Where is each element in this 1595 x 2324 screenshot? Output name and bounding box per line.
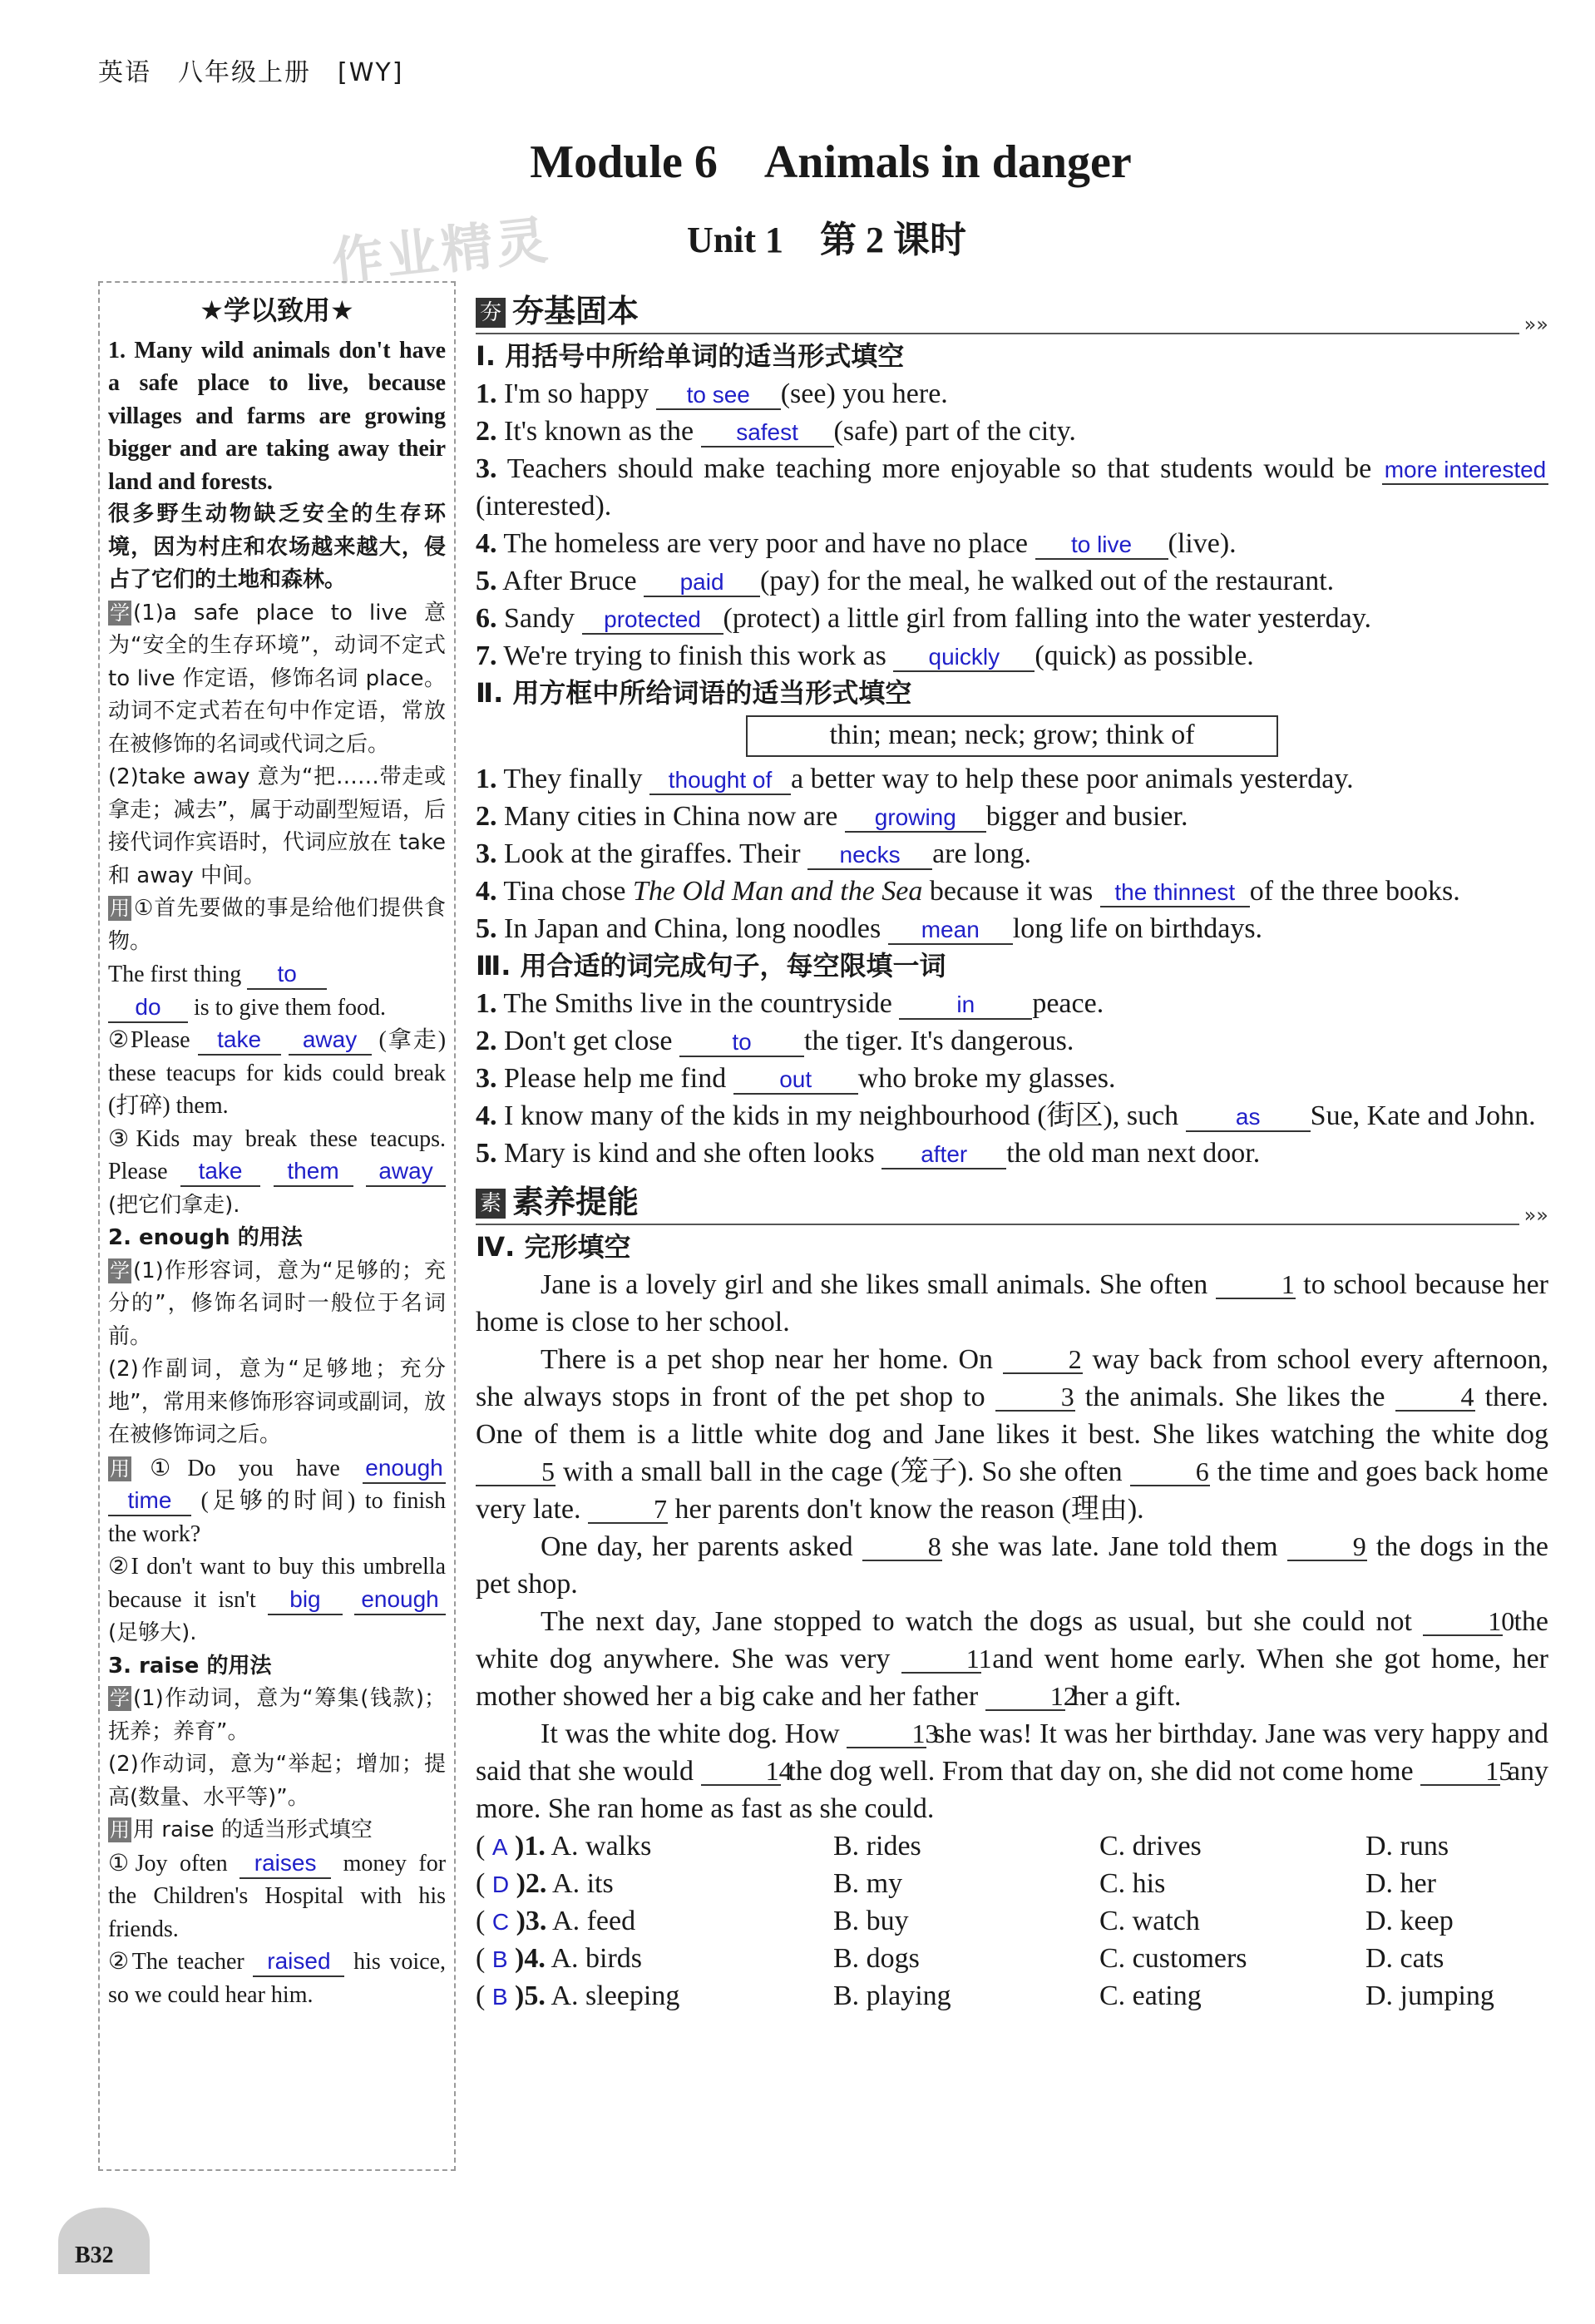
option-question: ( A )1. A. walks — [476, 1831, 652, 1862]
answer-blank — [701, 418, 834, 447]
use-tag: 用 — [110, 1456, 130, 1481]
option-b: B. rides — [833, 1831, 921, 1862]
item-text: The Smiths live in the countryside — [503, 988, 892, 1019]
cloze-text: the animals. She likes the — [1084, 1382, 1385, 1412]
item-text: a better way to help these poor animals yesterday. — [791, 764, 1354, 794]
answer-blank — [582, 606, 723, 635]
item-text: (pay) for the meal, he walked out of the restaurant. — [760, 566, 1335, 596]
exercise-item — [476, 835, 1548, 873]
part-2-heading: Ⅱ. 用方框中所给词语的适当形式填空 — [476, 677, 912, 709]
item-text: Please help me find — [504, 1063, 727, 1094]
item-number: 5. — [476, 913, 497, 944]
item-number: 4. — [476, 876, 497, 907]
watermark: 作业精灵 — [328, 209, 554, 293]
item-number: 3. — [476, 1063, 497, 1094]
answer-text: protected — [604, 606, 701, 632]
option-d: D. cats — [1365, 1943, 1444, 1974]
book-title: The Old Man and the Sea — [632, 876, 923, 907]
section-improve — [476, 1172, 1548, 1225]
answer-blank — [1382, 456, 1548, 485]
cloze-text: The next day, Jane stopped to watch the dogs as usual, but she could not — [541, 1606, 1412, 1637]
answer-blank — [888, 916, 1013, 945]
item-text: (see) you here. — [780, 378, 948, 409]
answer-text: after — [921, 1141, 968, 1167]
answer-blank — [1035, 531, 1168, 560]
cloze-blank: 7 — [588, 1496, 668, 1524]
cloze-text: the time and goes back home very late. — [476, 1456, 1549, 1525]
item-number: 1. — [476, 764, 497, 794]
item-text: bigger and busier. — [985, 801, 1188, 832]
cloze-paragraph — [476, 1341, 1548, 1528]
answer-blank — [1100, 878, 1250, 907]
learn-tag: 学 — [110, 1258, 130, 1283]
cloze-blank: 13 — [847, 1720, 926, 1748]
answer-blank — [1186, 1103, 1311, 1132]
exercise-item — [476, 375, 1548, 413]
option-row — [476, 1940, 1548, 1977]
answer-text: quickly — [928, 644, 1000, 670]
option-question: ( B )4. A. birds — [476, 1943, 643, 1974]
use-tag: 用 — [110, 897, 130, 920]
item-text: (protect) a little girl from falling into the water yesterday. — [723, 603, 1372, 634]
answer-text: thought of — [668, 767, 773, 793]
answer-blank: raised — [253, 1948, 344, 1977]
answer-blank — [733, 1066, 858, 1095]
answer-text: growing — [874, 804, 956, 830]
answer-blank: to — [247, 961, 327, 990]
use-exercise: The first thing to do is to give them food. — [108, 958, 446, 1024]
item-text: (interested). — [476, 491, 612, 522]
exercise-item — [476, 637, 1548, 675]
learn-note: 学 (1)作形容词，意为“足够的；充分的”，修饰名词时一般位于名词前。 — [108, 1258, 446, 1349]
item-number: )1. — [515, 1831, 546, 1862]
item-text: the tiger. It's dangerous. — [804, 1026, 1074, 1056]
cloze-text: One day, her parents asked — [541, 1531, 853, 1562]
item-number: 7. — [476, 640, 497, 671]
exercise-item — [476, 798, 1548, 835]
item-number: 3. — [476, 453, 497, 484]
answer-text: mean — [921, 917, 980, 942]
cloze-blank: 14 — [701, 1758, 781, 1786]
chevron-right-icon: »» — [1519, 1204, 1548, 1227]
answer-text: as — [1235, 1104, 1261, 1130]
exercise-item — [476, 450, 1548, 525]
cloze-paragraph — [476, 1528, 1548, 1603]
cloze-text: her a gift. — [1072, 1681, 1182, 1712]
learn-note: 学 (1)a safe place to live 意为“安全的生存环境”，动词不定式 to live 作定语，修饰名词 place。动词不定式若在句中作定语，常放在被修饰的名词或代词之后。 — [108, 600, 446, 757]
answer-blank: them — [274, 1158, 353, 1187]
option-d: D. her — [1365, 1868, 1436, 1899]
part-1-items — [476, 375, 1548, 675]
item-number: 4. — [476, 528, 497, 559]
answer-blank — [899, 991, 1032, 1020]
option-question: ( D )2. A. its — [476, 1868, 614, 1899]
use-exercise: ③Kids may break these teacups. Please take them away (把它们拿走). — [108, 1125, 446, 1218]
learn-note: (2)take away 意为“把……带走或拿走；减去”，属于动副型短语，后接代词作宾语时，代词应放在 take 和 away 中间。 — [108, 764, 446, 888]
exercise-item — [476, 525, 1548, 562]
cloze-text: with a small ball in the cage (笼子). So she often — [563, 1456, 1123, 1487]
answer-blank — [644, 568, 760, 597]
use-note: 用 ①首先要做的事是给他们提供食物。 — [108, 896, 446, 954]
cloze-paragraph — [476, 1715, 1548, 1827]
answer-blank: take — [180, 1158, 260, 1187]
option-c: C. his — [1099, 1868, 1166, 1899]
learn-tag: 学 — [110, 601, 130, 625]
option-d: D. keep — [1365, 1906, 1454, 1936]
module-title: Module 6 Animals in danger — [530, 136, 1132, 188]
exercise-item — [476, 1022, 1548, 1060]
learn-note: (2)作动词，意为“举起；增加；提高(数量、水平等)”。 — [108, 1752, 446, 1810]
option-question: ( C )3. A. feed — [476, 1906, 636, 1936]
item-number: )3. — [516, 1906, 547, 1936]
cloze-text: she was! It was her birthday. Jane was very happy and said that she would — [476, 1718, 1549, 1787]
answer-blank — [893, 643, 1035, 672]
item-number: 5. — [476, 1138, 497, 1169]
part-1-heading: Ⅰ. 用括号中所给单词的适当形式填空 — [476, 340, 905, 372]
answer-text: paid — [679, 569, 724, 595]
part-3-heading: Ⅲ. 用合适的词完成句子，每空限填一词 — [476, 950, 946, 982]
option-b: B. playing — [833, 1980, 951, 2011]
answer-text: C — [491, 1909, 510, 1935]
option-a: A. sleeping — [551, 1980, 680, 2011]
use-tag: 用 — [110, 1818, 130, 1842]
answer-blank: time — [108, 1487, 191, 1516]
cloze-text: There is a pet shop near her home. On — [541, 1344, 994, 1375]
item-text: Look at the giraffes. Their — [504, 838, 801, 869]
item-number: 1. — [476, 988, 497, 1019]
option-c: C. watch — [1099, 1906, 1200, 1936]
study-sidebar — [98, 281, 456, 2171]
cloze-text: to school because her home is close to her school. — [476, 1269, 1549, 1338]
cloze-text: her parents don't know the reason (理由). — [674, 1494, 1144, 1525]
cloze-blank: 10 — [1423, 1608, 1503, 1636]
cloze-paragraph — [476, 1603, 1548, 1715]
answer-text: to see — [686, 382, 750, 408]
option-row — [476, 1827, 1548, 1865]
option-a: A. birds — [551, 1943, 643, 1974]
exercise-item — [476, 1097, 1548, 1135]
item-number: 2. — [476, 1026, 497, 1056]
use-exercise: ②I don't want to buy this umbrella because it isn't big enough (足够大). — [108, 1554, 446, 1645]
answer-blank: raises — [239, 1850, 331, 1879]
answer-blank: enough — [354, 1586, 446, 1615]
exercise-item — [476, 1135, 1548, 1172]
item-text: I'm so happy — [504, 378, 649, 409]
exercise-item — [476, 873, 1548, 910]
sidebar-item-1-sentence: 1. Many wild animals don't have a safe place to live, because villages and farms are growing bigger and are taking away their land and forests. — [108, 337, 446, 495]
page-number: B32 — [75, 2242, 114, 2268]
exercise-item — [476, 910, 1548, 947]
learn-note: 学 (1)作动词，意为“筹集(钱款)；抚养；养育”。 — [108, 1686, 446, 1744]
option-d: D. runs — [1365, 1831, 1449, 1862]
item-text: In Japan and China, long noodles — [504, 913, 881, 944]
item-number: 5. — [476, 566, 497, 596]
answer-blank: take — [198, 1026, 281, 1056]
item-text: because it was — [929, 876, 1094, 907]
item-text: Sandy — [504, 603, 575, 634]
sidebar-item-1-translation: 很多野生动物缺乏安全的生存环境，因为村庄和农场越来越大，侵占了它们的土地和森林。 — [108, 502, 446, 592]
answer-blank — [656, 381, 781, 410]
item-text: I know many of the kids in my neighbourhood (街区), such — [504, 1100, 1179, 1131]
answer-text: D — [491, 1872, 510, 1897]
item-text: (safe) part of the city. — [833, 416, 1076, 447]
answer-text: necks — [839, 842, 901, 868]
item-text: It's known as the — [504, 416, 694, 447]
answer-text: A — [491, 1834, 508, 1860]
option-b: B. dogs — [833, 1943, 920, 1974]
option-c: C. drives — [1099, 1831, 1202, 1862]
learn-note: (2)作副词，意为“足够地；充分地”，常用来修饰形容词或副词，放在被修饰词之后。 — [108, 1357, 446, 1447]
option-c: C. customers — [1099, 1943, 1247, 1974]
item-text: Tina chose — [503, 876, 626, 907]
item-number: )4. — [515, 1943, 546, 1974]
unit-subtitle: Unit 1 第 2 课时 — [686, 220, 967, 260]
item-number: 3. — [476, 838, 497, 869]
item-text: Teachers should make teaching more enjoyable so that students would be — [506, 453, 1372, 484]
item-text: We're trying to finish this work as — [503, 640, 886, 671]
answer-blank — [807, 841, 932, 870]
cloze-text: there. One of them is a little white dog and Jane likes it best. She likes watching the white dog — [476, 1382, 1549, 1450]
item-number: 1. — [476, 378, 497, 409]
book-header: 英语 八年级上册 [WY] — [98, 58, 404, 87]
use-exercise: ②The teacher raised his voice, so we could hear him. — [108, 1948, 447, 2008]
cloze-blank: 4 — [1395, 1383, 1475, 1412]
option-row — [476, 1977, 1548, 2015]
cloze-paragraph — [476, 1266, 1548, 1341]
cloze-options — [476, 1827, 1548, 2015]
answer-blank — [679, 1028, 804, 1057]
item-text: (quick) as possible. — [1035, 640, 1254, 671]
answer-text: B — [491, 1946, 508, 1972]
cloze-blank: 6 — [1130, 1458, 1210, 1486]
option-b: B. my — [833, 1868, 903, 1899]
cloze-text: Jane is a lovely girl and she likes small animals. She often — [541, 1269, 1208, 1300]
item-number: 6. — [476, 603, 497, 634]
sidebar-item-3-heading: 3. raise 的用法 — [108, 1653, 272, 1679]
exercise-item — [476, 760, 1548, 798]
item-number: 4. — [476, 1100, 497, 1131]
option-c: C. eating — [1099, 1980, 1202, 2011]
answer-text: out — [779, 1066, 812, 1092]
section-icon: 素 — [476, 1189, 506, 1219]
option-b: B. buy — [833, 1906, 909, 1936]
answer-blank — [845, 804, 986, 833]
item-number: )2. — [516, 1868, 547, 1899]
item-text: Sue, Kate and John. — [1310, 1100, 1536, 1131]
learn-tag: 学 — [110, 1687, 130, 1710]
item-text: (live). — [1168, 528, 1237, 559]
answer-text: in — [956, 991, 975, 1017]
answer-blank: do — [108, 994, 188, 1023]
cloze-blank: 11 — [901, 1645, 981, 1674]
answer-blank: away — [289, 1026, 372, 1056]
option-question: ( B )5. A. sleeping — [476, 1980, 680, 2011]
page-number-badge — [58, 2208, 150, 2274]
item-text: Don't get close — [504, 1026, 673, 1056]
answer-text: to — [732, 1029, 752, 1055]
cloze-blank: 12 — [985, 1683, 1065, 1711]
cloze-text: the white dog anywhere. She was very — [476, 1606, 1548, 1674]
item-text: Many cities in China now are — [504, 801, 838, 832]
item-text: of the three books. — [1249, 876, 1460, 907]
use-exercise: 用 ①Do you have enough time (足够的时间) to finish the work? — [108, 1454, 446, 1547]
cloze-text: she was late. Jane told them — [951, 1531, 1278, 1562]
item-text: The homeless are very poor and have no place — [503, 528, 1029, 559]
answer-blank — [649, 766, 791, 795]
chevron-right-icon: »» — [1519, 313, 1548, 336]
cloze-text: the dog well. From that day on, she did not come home — [788, 1756, 1414, 1787]
cloze-text: any more. She ran home as fast as she could. — [476, 1756, 1549, 1824]
option-a: A. its — [552, 1868, 614, 1899]
cloze-blank: 1 — [1216, 1271, 1296, 1299]
item-text: Mary is kind and she often looks — [504, 1138, 875, 1169]
item-text: long life on birthdays. — [1012, 913, 1263, 944]
exercise-item — [476, 600, 1548, 637]
cloze-blank: 5 — [476, 1458, 556, 1486]
item-text: They finally — [503, 764, 643, 794]
cloze-passage — [476, 1266, 1548, 1827]
item-number: )5. — [515, 1980, 546, 2011]
answer-text: more interested — [1384, 457, 1547, 482]
sidebar-heading: ★学以致用★ — [200, 294, 354, 326]
use-exercise: ①Joy often raises money for the Children's Hospital with his friends. — [108, 1849, 447, 1942]
section-basic — [476, 281, 1548, 334]
section-title: 夯基固本 — [512, 293, 639, 329]
use-exercise: ②Please take away (拿走) these teacups for kids could break (打碎) them. — [108, 1026, 447, 1119]
option-row — [476, 1902, 1548, 1940]
exercise-item — [476, 985, 1548, 1022]
part-2-items — [476, 760, 1548, 947]
cloze-blank: 3 — [995, 1383, 1075, 1412]
section-icon: 夯 — [476, 298, 506, 328]
cloze-blank: 2 — [1003, 1346, 1083, 1374]
answer-blank — [881, 1140, 1006, 1169]
main-exercises — [476, 281, 1548, 2015]
item-text: are long. — [932, 838, 1032, 869]
section-title: 素养提能 — [512, 1184, 639, 1220]
answer-text: B — [491, 1984, 508, 2010]
answer-text: to live — [1070, 532, 1133, 557]
answer-text: the thinnest — [1114, 879, 1236, 905]
exercise-item — [476, 562, 1548, 600]
cloze-blank: 8 — [862, 1533, 942, 1561]
cloze-text: It was the white dog. How — [541, 1718, 840, 1749]
answer-blank: big — [268, 1586, 343, 1615]
option-row — [476, 1865, 1548, 1902]
exercise-item — [476, 413, 1548, 450]
item-text: After Bruce — [502, 566, 637, 596]
option-a: A. feed — [552, 1906, 636, 1936]
item-text: the old man next door. — [1006, 1138, 1261, 1169]
cloze-blank: 15 — [1420, 1758, 1500, 1786]
cloze-blank: 9 — [1287, 1533, 1367, 1561]
option-d: D. jumping — [1365, 1980, 1494, 2011]
item-text: peace. — [1032, 988, 1104, 1019]
exercise-item — [476, 1060, 1548, 1097]
cloze-text: way back from school every afternoon, she always stops in front of the pet shop to — [476, 1344, 1548, 1412]
item-number: 2. — [476, 801, 497, 832]
item-number: 2. — [476, 416, 497, 447]
option-a: A. walks — [551, 1831, 652, 1862]
item-text: who broke my glasses. — [857, 1063, 1116, 1094]
answer-blank: away — [366, 1158, 446, 1187]
word-box: thin; mean; neck; grow; think of — [746, 715, 1278, 757]
sidebar-item-2-heading: 2. enough 的用法 — [108, 1225, 303, 1250]
part-4-heading: Ⅳ. 完形填空 — [476, 1231, 631, 1263]
use-note: 用 用 raise 的适当形式填空 — [110, 1817, 373, 1842]
cloze-text: the dogs in the pet shop. — [476, 1531, 1549, 1600]
cloze-text: and went home early. When she got home, her mother showed her a big cake and her father — [476, 1644, 1549, 1712]
answer-text: safest — [736, 419, 798, 445]
answer-blank: enough — [363, 1455, 446, 1484]
part-3-items — [476, 985, 1548, 1172]
